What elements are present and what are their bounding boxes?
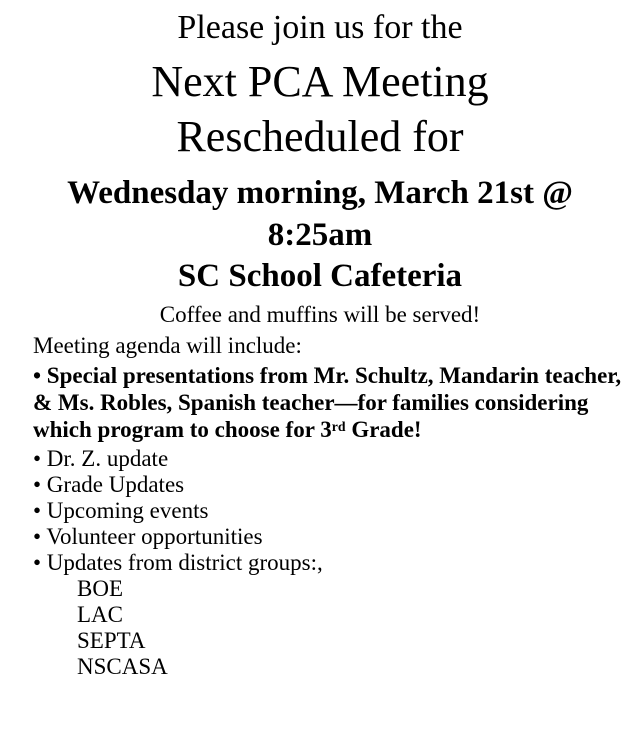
- flyer-title: [33, 54, 607, 164]
- agenda-item: • Dr. Z. update: [33, 446, 169, 471]
- meeting-datetime: [33, 172, 607, 256]
- agenda-highlight-line2: & Ms. Robles, Spanish teacher—for families considering: [33, 390, 589, 415]
- flyer-title-line1: Next PCA Meeting: [151, 57, 489, 106]
- district-group-item: BOE: [77, 576, 123, 601]
- agenda-highlight-line1: • Special presentations from Mr. Schultz, Mandarin teacher,: [33, 363, 622, 388]
- flyer-title-line2: Rescheduled for: [176, 112, 464, 161]
- agenda-item: • Upcoming events: [33, 498, 209, 523]
- agenda-item: • Updates from district groups:,: [33, 550, 323, 575]
- meeting-datetime-line1: Wednesday morning, March 21st @: [67, 175, 573, 211]
- agenda-lead: Meeting agenda will include:: [33, 333, 302, 358]
- district-group-item: LAC: [77, 602, 123, 627]
- ordinal-superscript: rd: [331, 418, 346, 434]
- district-group-item: SEPTA: [77, 628, 146, 653]
- agenda-item: • Volunteer opportunities: [33, 524, 263, 549]
- flyer-intro: Please join us for the: [177, 9, 463, 46]
- meeting-location: SC School Cafeteria: [177, 258, 463, 294]
- agenda-highlight-line3: which program to choose for 3rd Grade!: [33, 417, 422, 442]
- agenda-item: • Grade Updates: [33, 472, 185, 497]
- meeting-datetime-line2: 8:25am: [267, 217, 373, 253]
- district-group-item: NSCASA: [77, 654, 168, 679]
- district-groups-list: [33, 576, 607, 680]
- agenda-highlight: [33, 362, 622, 446]
- agenda-list: [33, 446, 607, 576]
- refreshments-note: Coffee and muffins will be served!: [159, 302, 481, 327]
